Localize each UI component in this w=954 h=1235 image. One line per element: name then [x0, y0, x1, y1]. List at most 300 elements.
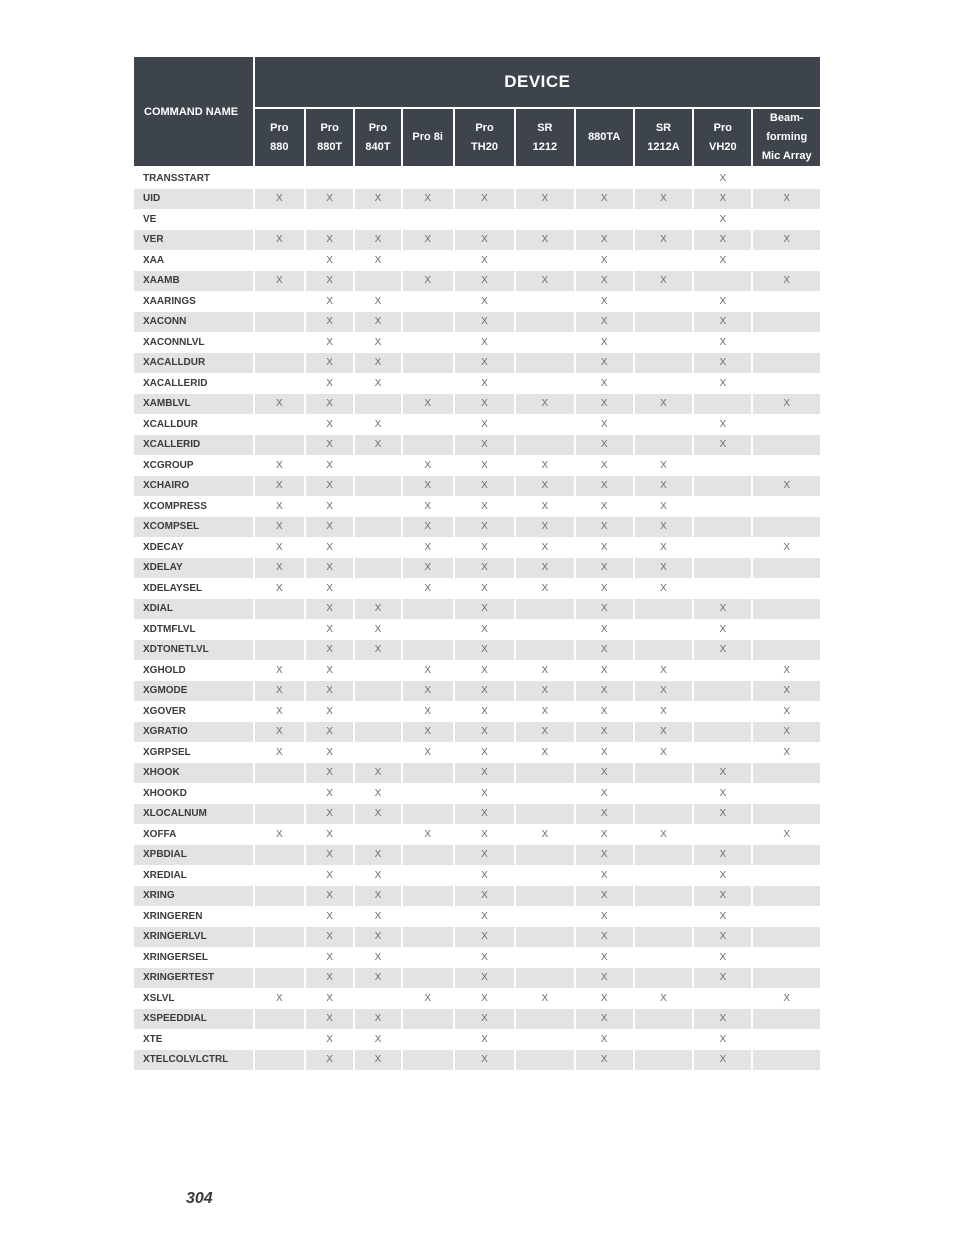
- command-name-cell: XCHAIRO: [134, 476, 253, 497]
- support-cell: X: [255, 476, 304, 497]
- support-cell: [403, 373, 453, 394]
- support-cell: X: [403, 824, 453, 845]
- device-column-header: Pro 8i: [403, 109, 453, 168]
- support-cell: [753, 947, 820, 968]
- support-cell: [403, 763, 453, 784]
- support-cell: X: [694, 804, 751, 825]
- support-cell: X: [455, 906, 514, 927]
- support-cell: X: [403, 496, 453, 517]
- support-cell: [635, 640, 692, 661]
- support-cell: X: [576, 783, 633, 804]
- support-cell: X: [516, 394, 573, 415]
- support-cell: X: [576, 763, 633, 784]
- table-row: [134, 291, 820, 312]
- support-cell: [355, 824, 400, 845]
- support-cell: [694, 722, 751, 743]
- support-cell: X: [576, 353, 633, 374]
- support-cell: [694, 455, 751, 476]
- support-cell: X: [306, 988, 353, 1009]
- support-cell: X: [306, 189, 353, 210]
- support-cell: X: [455, 291, 514, 312]
- support-cell: X: [255, 496, 304, 517]
- support-cell: X: [306, 312, 353, 333]
- support-cell: [694, 517, 751, 538]
- support-cell: [753, 845, 820, 866]
- support-cell: [753, 209, 820, 230]
- support-cell: X: [355, 927, 400, 948]
- support-cell: X: [306, 845, 353, 866]
- support-cell: [635, 373, 692, 394]
- support-cell: X: [576, 701, 633, 722]
- support-cell: X: [306, 455, 353, 476]
- support-cell: X: [306, 250, 353, 271]
- table-row: [134, 906, 820, 927]
- command-name-cell: XGRATIO: [134, 722, 253, 743]
- support-cell: X: [455, 824, 514, 845]
- support-cell: X: [753, 189, 820, 210]
- device-column-header: Pro TH20: [455, 109, 514, 168]
- support-cell: X: [635, 578, 692, 599]
- support-cell: X: [455, 947, 514, 968]
- support-cell: X: [576, 660, 633, 681]
- support-cell: X: [306, 886, 353, 907]
- support-cell: X: [694, 250, 751, 271]
- support-cell: X: [306, 332, 353, 353]
- support-cell: [255, 763, 304, 784]
- support-cell: X: [306, 291, 353, 312]
- command-name-cell: XREDIAL: [134, 865, 253, 886]
- command-name-cell: XDTMFLVL: [134, 619, 253, 640]
- command-name-cell: TRANSSTART: [134, 168, 253, 189]
- support-cell: X: [516, 722, 573, 743]
- support-cell: X: [306, 906, 353, 927]
- support-cell: [355, 558, 400, 579]
- device-column-header: Pro 840T: [355, 109, 400, 168]
- table-row: [134, 1050, 820, 1071]
- support-cell: [255, 353, 304, 374]
- command-name-cell: XSLVL: [134, 988, 253, 1009]
- support-cell: [255, 250, 304, 271]
- support-cell: [753, 640, 820, 661]
- support-cell: [753, 353, 820, 374]
- support-cell: X: [694, 312, 751, 333]
- support-cell: X: [576, 332, 633, 353]
- command-name-cell: XCALLDUR: [134, 414, 253, 435]
- support-cell: X: [306, 353, 353, 374]
- support-cell: X: [455, 927, 514, 948]
- support-cell: [753, 783, 820, 804]
- support-cell: X: [576, 947, 633, 968]
- support-cell: [753, 599, 820, 620]
- support-cell: X: [576, 230, 633, 251]
- support-cell: X: [403, 558, 453, 579]
- support-cell: X: [694, 189, 751, 210]
- support-cell: X: [455, 435, 514, 456]
- support-cell: [355, 742, 400, 763]
- table-row: [134, 824, 820, 845]
- support-cell: X: [576, 496, 633, 517]
- support-cell: [516, 886, 573, 907]
- table-row: [134, 476, 820, 497]
- support-cell: X: [455, 988, 514, 1009]
- support-cell: [255, 947, 304, 968]
- support-cell: X: [576, 968, 633, 989]
- support-cell: X: [576, 291, 633, 312]
- support-cell: X: [516, 271, 573, 292]
- support-cell: X: [306, 394, 353, 415]
- support-cell: [355, 537, 400, 558]
- support-cell: X: [455, 763, 514, 784]
- table-row: [134, 1029, 820, 1050]
- table-row: [134, 619, 820, 640]
- support-cell: [355, 988, 400, 1009]
- support-cell: X: [306, 701, 353, 722]
- support-cell: X: [576, 1009, 633, 1030]
- support-cell: X: [576, 517, 633, 538]
- support-cell: [355, 578, 400, 599]
- support-cell: X: [455, 189, 514, 210]
- support-cell: X: [635, 230, 692, 251]
- support-cell: X: [694, 599, 751, 620]
- support-cell: [255, 783, 304, 804]
- support-cell: X: [306, 640, 353, 661]
- support-cell: X: [355, 947, 400, 968]
- support-cell: X: [306, 537, 353, 558]
- command-name-cell: XACALLDUR: [134, 353, 253, 374]
- support-cell: [516, 435, 573, 456]
- support-cell: [635, 250, 692, 271]
- support-cell: X: [455, 681, 514, 702]
- support-cell: [255, 619, 304, 640]
- support-cell: [516, 619, 573, 640]
- support-cell: [753, 414, 820, 435]
- support-cell: [403, 332, 453, 353]
- command-name-cell: XRINGERSEL: [134, 947, 253, 968]
- support-cell: [753, 927, 820, 948]
- command-name-cell: XHOOK: [134, 763, 253, 784]
- support-cell: [753, 1050, 820, 1071]
- table-row: [134, 455, 820, 476]
- support-cell: X: [635, 558, 692, 579]
- support-cell: X: [355, 968, 400, 989]
- support-cell: X: [306, 496, 353, 517]
- support-cell: [255, 599, 304, 620]
- support-cell: [403, 168, 453, 189]
- support-cell: [635, 435, 692, 456]
- support-cell: [753, 1029, 820, 1050]
- support-cell: X: [635, 701, 692, 722]
- support-cell: [753, 455, 820, 476]
- support-cell: [516, 209, 573, 230]
- support-cell: X: [576, 804, 633, 825]
- support-cell: [403, 1009, 453, 1030]
- table-row: [134, 640, 820, 661]
- support-cell: X: [455, 845, 514, 866]
- support-cell: [403, 783, 453, 804]
- support-cell: X: [635, 394, 692, 415]
- support-cell: X: [576, 845, 633, 866]
- table-row: [134, 886, 820, 907]
- table-row: [134, 988, 820, 1009]
- support-cell: X: [455, 558, 514, 579]
- support-cell: X: [694, 906, 751, 927]
- support-cell: X: [355, 230, 400, 251]
- support-cell: [255, 968, 304, 989]
- support-cell: X: [576, 681, 633, 702]
- support-cell: X: [576, 189, 633, 210]
- support-cell: X: [306, 742, 353, 763]
- support-cell: X: [455, 353, 514, 374]
- support-cell: X: [516, 476, 573, 497]
- command-name-cell: XCOMPSEL: [134, 517, 253, 538]
- support-cell: X: [306, 1029, 353, 1050]
- support-cell: X: [753, 681, 820, 702]
- table-row: [134, 681, 820, 702]
- command-name-cell: XRINGEREN: [134, 906, 253, 927]
- support-cell: X: [516, 558, 573, 579]
- support-cell: X: [516, 230, 573, 251]
- table-row: [134, 332, 820, 353]
- table-row: [134, 558, 820, 579]
- support-cell: X: [694, 886, 751, 907]
- support-cell: [355, 681, 400, 702]
- support-cell: X: [576, 599, 633, 620]
- support-cell: [694, 271, 751, 292]
- support-cell: X: [455, 496, 514, 517]
- support-cell: X: [516, 824, 573, 845]
- support-cell: [635, 599, 692, 620]
- support-cell: X: [403, 189, 453, 210]
- support-cell: X: [635, 476, 692, 497]
- command-name-cell: XSPEEDDIAL: [134, 1009, 253, 1030]
- support-cell: X: [576, 865, 633, 886]
- support-cell: X: [576, 414, 633, 435]
- support-cell: X: [576, 250, 633, 271]
- support-cell: [516, 599, 573, 620]
- support-cell: [753, 496, 820, 517]
- table-row: [134, 353, 820, 374]
- support-cell: [753, 250, 820, 271]
- command-name-cell: XCALLERID: [134, 435, 253, 456]
- support-cell: [516, 763, 573, 784]
- support-cell: X: [576, 455, 633, 476]
- support-cell: [516, 947, 573, 968]
- support-cell: X: [403, 681, 453, 702]
- support-cell: X: [753, 271, 820, 292]
- support-cell: X: [694, 1009, 751, 1030]
- support-cell: X: [355, 763, 400, 784]
- support-cell: X: [355, 291, 400, 312]
- support-cell: X: [255, 988, 304, 1009]
- support-cell: X: [576, 476, 633, 497]
- support-cell: [694, 394, 751, 415]
- support-cell: X: [516, 988, 573, 1009]
- command-name-cell: XACONNLVL: [134, 332, 253, 353]
- table-row: [134, 804, 820, 825]
- support-cell: X: [576, 537, 633, 558]
- support-cell: X: [255, 824, 304, 845]
- support-cell: X: [403, 271, 453, 292]
- support-cell: X: [355, 1050, 400, 1071]
- support-cell: [753, 558, 820, 579]
- support-cell: [255, 906, 304, 927]
- support-cell: X: [576, 927, 633, 948]
- support-cell: [694, 701, 751, 722]
- support-cell: [355, 496, 400, 517]
- support-cell: [403, 619, 453, 640]
- support-cell: [306, 168, 353, 189]
- table-row: [134, 537, 820, 558]
- support-cell: X: [455, 1009, 514, 1030]
- support-cell: X: [635, 189, 692, 210]
- support-cell: X: [516, 701, 573, 722]
- support-cell: [753, 968, 820, 989]
- support-cell: X: [306, 968, 353, 989]
- support-cell: X: [455, 1050, 514, 1071]
- support-cell: X: [455, 742, 514, 763]
- table-row: [134, 783, 820, 804]
- table-row: [134, 394, 820, 415]
- support-cell: [403, 927, 453, 948]
- support-cell: X: [694, 353, 751, 374]
- support-cell: X: [306, 824, 353, 845]
- support-cell: X: [403, 988, 453, 1009]
- support-cell: X: [516, 537, 573, 558]
- support-cell: [635, 927, 692, 948]
- support-cell: X: [576, 394, 633, 415]
- support-cell: [403, 845, 453, 866]
- support-cell: X: [306, 947, 353, 968]
- command-name-cell: XLOCALNUM: [134, 804, 253, 825]
- support-cell: X: [694, 845, 751, 866]
- support-cell: X: [255, 722, 304, 743]
- support-cell: X: [255, 537, 304, 558]
- table-row: [134, 271, 820, 292]
- table-row: [134, 250, 820, 271]
- command-device-table: [132, 57, 822, 1070]
- support-cell: [355, 517, 400, 538]
- support-cell: X: [355, 804, 400, 825]
- support-cell: X: [403, 742, 453, 763]
- support-cell: [516, 783, 573, 804]
- device-column-header: Pro VH20: [694, 109, 751, 168]
- support-cell: X: [455, 722, 514, 743]
- support-cell: X: [694, 640, 751, 661]
- support-cell: X: [255, 189, 304, 210]
- support-cell: [255, 1050, 304, 1071]
- support-cell: X: [694, 414, 751, 435]
- table-row: [134, 168, 820, 189]
- support-cell: X: [694, 865, 751, 886]
- support-cell: X: [355, 619, 400, 640]
- support-cell: [753, 291, 820, 312]
- support-cell: X: [753, 988, 820, 1009]
- support-cell: X: [516, 660, 573, 681]
- support-cell: X: [753, 722, 820, 743]
- support-cell: X: [516, 578, 573, 599]
- support-cell: X: [576, 722, 633, 743]
- support-cell: X: [753, 742, 820, 763]
- support-cell: [694, 537, 751, 558]
- table-row: [134, 968, 820, 989]
- support-cell: [753, 312, 820, 333]
- support-cell: X: [455, 414, 514, 435]
- support-cell: X: [576, 619, 633, 640]
- support-cell: X: [355, 332, 400, 353]
- command-name-cell: XOFFA: [134, 824, 253, 845]
- support-cell: [255, 865, 304, 886]
- support-cell: X: [576, 906, 633, 927]
- support-cell: X: [403, 230, 453, 251]
- support-cell: X: [355, 845, 400, 866]
- support-cell: X: [255, 578, 304, 599]
- table-row: [134, 763, 820, 784]
- device-header: DEVICE: [255, 57, 820, 109]
- table-row: [134, 209, 820, 230]
- support-cell: X: [455, 578, 514, 599]
- support-cell: X: [306, 763, 353, 784]
- support-cell: X: [694, 332, 751, 353]
- support-cell: [403, 599, 453, 620]
- support-cell: X: [753, 476, 820, 497]
- table-row: [134, 517, 820, 538]
- support-cell: X: [355, 189, 400, 210]
- support-cell: X: [694, 168, 751, 189]
- support-cell: X: [403, 722, 453, 743]
- support-cell: X: [516, 496, 573, 517]
- support-cell: X: [455, 619, 514, 640]
- support-cell: X: [455, 701, 514, 722]
- support-cell: [516, 906, 573, 927]
- support-cell: X: [306, 599, 353, 620]
- support-cell: [694, 578, 751, 599]
- support-cell: X: [306, 476, 353, 497]
- support-cell: [455, 168, 514, 189]
- support-cell: [753, 332, 820, 353]
- table-row: [134, 435, 820, 456]
- support-cell: X: [306, 373, 353, 394]
- support-cell: [516, 332, 573, 353]
- support-cell: X: [403, 394, 453, 415]
- support-cell: X: [455, 230, 514, 251]
- support-cell: [355, 271, 400, 292]
- support-cell: X: [306, 783, 353, 804]
- table-row: [134, 189, 820, 210]
- device-column-header: SR 1212: [516, 109, 573, 168]
- support-cell: [255, 209, 304, 230]
- support-cell: [635, 865, 692, 886]
- support-cell: X: [753, 824, 820, 845]
- support-cell: [403, 865, 453, 886]
- device-column-header: Pro 880T: [306, 109, 353, 168]
- support-cell: [635, 1029, 692, 1050]
- support-cell: X: [753, 701, 820, 722]
- table-row: [134, 660, 820, 681]
- command-name-cell: XHOOKD: [134, 783, 253, 804]
- table-row: [134, 701, 820, 722]
- support-cell: X: [576, 373, 633, 394]
- support-cell: X: [306, 1009, 353, 1030]
- support-cell: X: [403, 701, 453, 722]
- support-cell: X: [255, 701, 304, 722]
- support-cell: X: [694, 1050, 751, 1071]
- support-cell: X: [306, 1050, 353, 1071]
- support-cell: X: [576, 742, 633, 763]
- support-cell: [403, 312, 453, 333]
- support-cell: [635, 1009, 692, 1030]
- support-cell: X: [403, 578, 453, 599]
- support-cell: [255, 804, 304, 825]
